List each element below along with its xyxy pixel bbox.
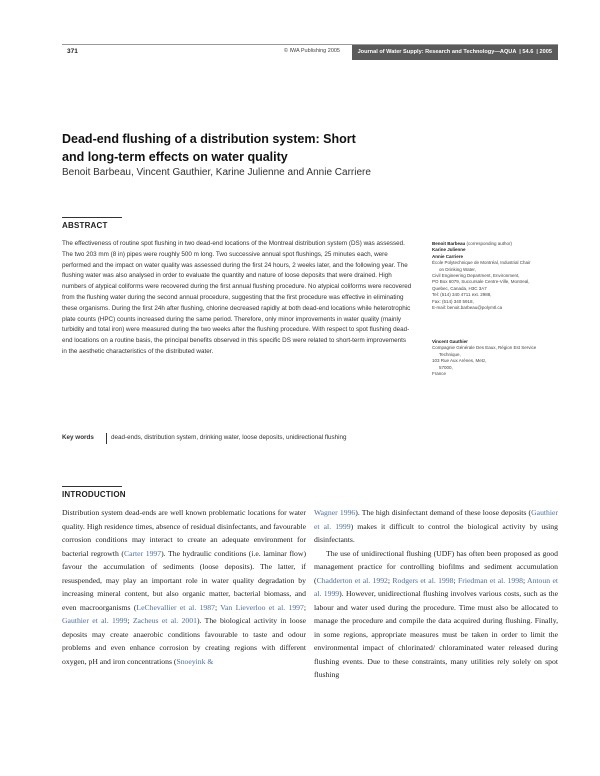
abstract-heading: ABSTRACT (62, 221, 108, 230)
paragraph (62, 506, 306, 668)
keywords (62, 433, 422, 444)
affiliation-author-2: Karine Julienne (432, 247, 466, 253)
text-run: ). The hydraulic conditions (i.e. laminar flow) favour the accumulation of sediments (loose deposits). The latter, if resuspended, may play an important role in water quality degradation by increasing mineral content, but also organic matter, bacterial biomass, and even macroorganisms ( (62, 548, 307, 612)
citation-link[interactable]: Rodgers et al. 1998 (392, 575, 454, 585)
text-run: ; (303, 602, 307, 612)
affiliation-line: École Polytechnique de Montréal, Industrial Chair (432, 260, 531, 266)
page-number: 371 (67, 48, 78, 55)
affiliation-email: E-mail: benoit.barbeau@polymtl.ca (432, 305, 503, 311)
citation-link[interactable]: Friedman et al. 1998 (458, 575, 523, 585)
citation-link[interactable]: Zacheus et al. 2001 (132, 616, 197, 625)
affiliation-line: 57000, (439, 364, 453, 370)
affiliation-author-4: Vincent Gauthier (432, 339, 468, 344)
title-line-1: Dead-end flushing of a distribution system: Short (62, 132, 356, 146)
affiliation-author-1: Benoit Barbeau (432, 241, 466, 246)
paper-title (62, 130, 502, 166)
keywords-value: dead-ends, distribution system, drinking water, loose deposits, unidirectional flushing (106, 433, 411, 444)
affiliation-line: Compagnie Générale Des Eaux, Région Est Service (432, 345, 537, 351)
running-header (62, 44, 558, 60)
affiliation-line: Quebec, Canada, H3C 3A7 (432, 285, 487, 291)
title-line-2: and long-term effects on water quality (62, 150, 288, 164)
introduction-rule (62, 486, 122, 487)
author-list: Benoit Barbeau, Vincent Gauthier, Karine Julienne and Annie Carriere (62, 167, 371, 178)
affiliation-line: on Drinking Water, (439, 266, 476, 272)
affiliation-line: Technique, (439, 351, 461, 357)
text-run: ; (453, 575, 458, 585)
paragraph (314, 547, 558, 682)
keywords-label: Key words (62, 434, 94, 441)
journal-volume: 54.6 (522, 49, 534, 55)
affiliation-block-2 (432, 339, 562, 377)
text-run: ; (127, 616, 133, 625)
journal-year: 2005 (539, 49, 552, 55)
affiliation-line: PO Box 6079, Succursale Centre-Ville, Montreal, (432, 279, 530, 285)
citation-link[interactable]: LeChevallier et al. 1987 (136, 602, 215, 612)
paragraph (314, 506, 558, 547)
text-run: ; (387, 575, 393, 585)
publisher-notice: © IWA Publishing 2005 (283, 48, 340, 54)
text-run: ; (522, 575, 528, 585)
citation-link[interactable]: Gauthier et al. 1999 (62, 616, 128, 625)
citation-link[interactable]: Gauthier et al. 1999 (314, 508, 559, 531)
text-run: ). The biological activity in loose deposits may create anaerobic conditions favourable to taste and odour problems and even enhance corrosion by creating regions with different oxygen, pH and iron concentrations ( (62, 616, 307, 666)
text-run: ; (214, 602, 221, 612)
affiliation-line: 103 Rue Aux Arènes, Metz, (432, 358, 487, 364)
text-run: ). However, unidirectional flushing involves various costs, such as the labour and water used during the procedure. Time must also be allocated to manage the procedure and compile the data acquired during flushing. Finally, in some regions, appropriate measures must be taken in order to limit the environmental impact of chlorinated/ chloraminated water released during flushing events. Due to these constraints, many utilities rely solely on spot flushing (314, 589, 558, 679)
affiliation-line: France (432, 371, 447, 377)
citation-link[interactable]: Wagner 1996 (314, 508, 356, 517)
citation-link[interactable]: Van Lieverloo et al. 1997 (220, 602, 304, 612)
affiliation-line: Civil Engineering Department, Environment, (432, 273, 520, 279)
abstract-rule (62, 217, 122, 218)
corresponding-note: (corresponding author) (465, 241, 513, 246)
text-run: The use of unidirectional flushing (UDF) has often been proposed as good management practice for controlling biofilms and sediment accumulation ( (314, 548, 558, 585)
affiliation-line: Fax: (514) 340 5918, (432, 298, 474, 304)
body-column-left (62, 506, 306, 668)
affiliation-line: Tel: (514) 340 4711 ext. 2988, (432, 292, 492, 298)
citation-link[interactable]: Snoeyink & (176, 656, 214, 666)
citation-link[interactable]: Antoun et al. 1999 (314, 575, 558, 598)
journal-bar: Journal of Water Supply: Research and Technology—AQUA | 54.6 | 2005 (352, 45, 558, 60)
introduction-heading: INTRODUCTION (62, 490, 126, 499)
affiliation-author-3: Annie Carriere (432, 253, 464, 259)
affiliation-block-1 (432, 241, 562, 311)
text-run: Distribution system dead-ends are well known problematic locations for water quality. High residence times, absence of residual disinfectants, and favourable corrosion conditions may interact to create an adequate environment for bacterial regrowth ( (62, 508, 306, 558)
citation-link[interactable]: Carter 1997 (123, 548, 162, 558)
text-run: ) makes it difficult to control the biological activity by using disinfectants. (314, 521, 558, 544)
journal-name: Journal of Water Supply: Research and Technology—AQUA (357, 49, 517, 55)
text-run: ). The high disinfectant demand of these loose deposits ( (355, 508, 532, 517)
body-column-right (314, 506, 558, 682)
abstract-text: The effectiveness of routine spot flushing in two dead-end locations of the Montreal distribution system (DS) was assessed. The two 203 mm (8 in) pipes were roughly 500 m long. Two successive annual spot flushings, 25 minutes each, were performed and the impact on water quality was assessed during the first 24 hours, 2 weeks later, and the following year. The flushing water was also analysed in order to evaluate the quantity and nature of loose deposits that were drained. High numbers of atypical coliforms were recovered during the first annual flushing procedure. No atypical coliforms were recovered from the flushing water during the second annual procedure, suggesting that the first procedure was effective in eliminating these organisms. During the first 24h after flushing, chlorine decreased rapidly at both dead-end locations while heterotrophic plate counts (HPC) counts increased during the same period. Therefore, only minor improvements in water quality (mainly turbidity and total iron) were measured during the two weeks after the flushing procedure. With respect to spot flushing dead-end locations on a routine basis, the principal benefits observed in this specific DS were related to short-term improvements in the aesthetic characteristics of the distributed water. (62, 240, 412, 355)
citation-link[interactable]: Chadderton et al. 1992 (316, 575, 388, 585)
